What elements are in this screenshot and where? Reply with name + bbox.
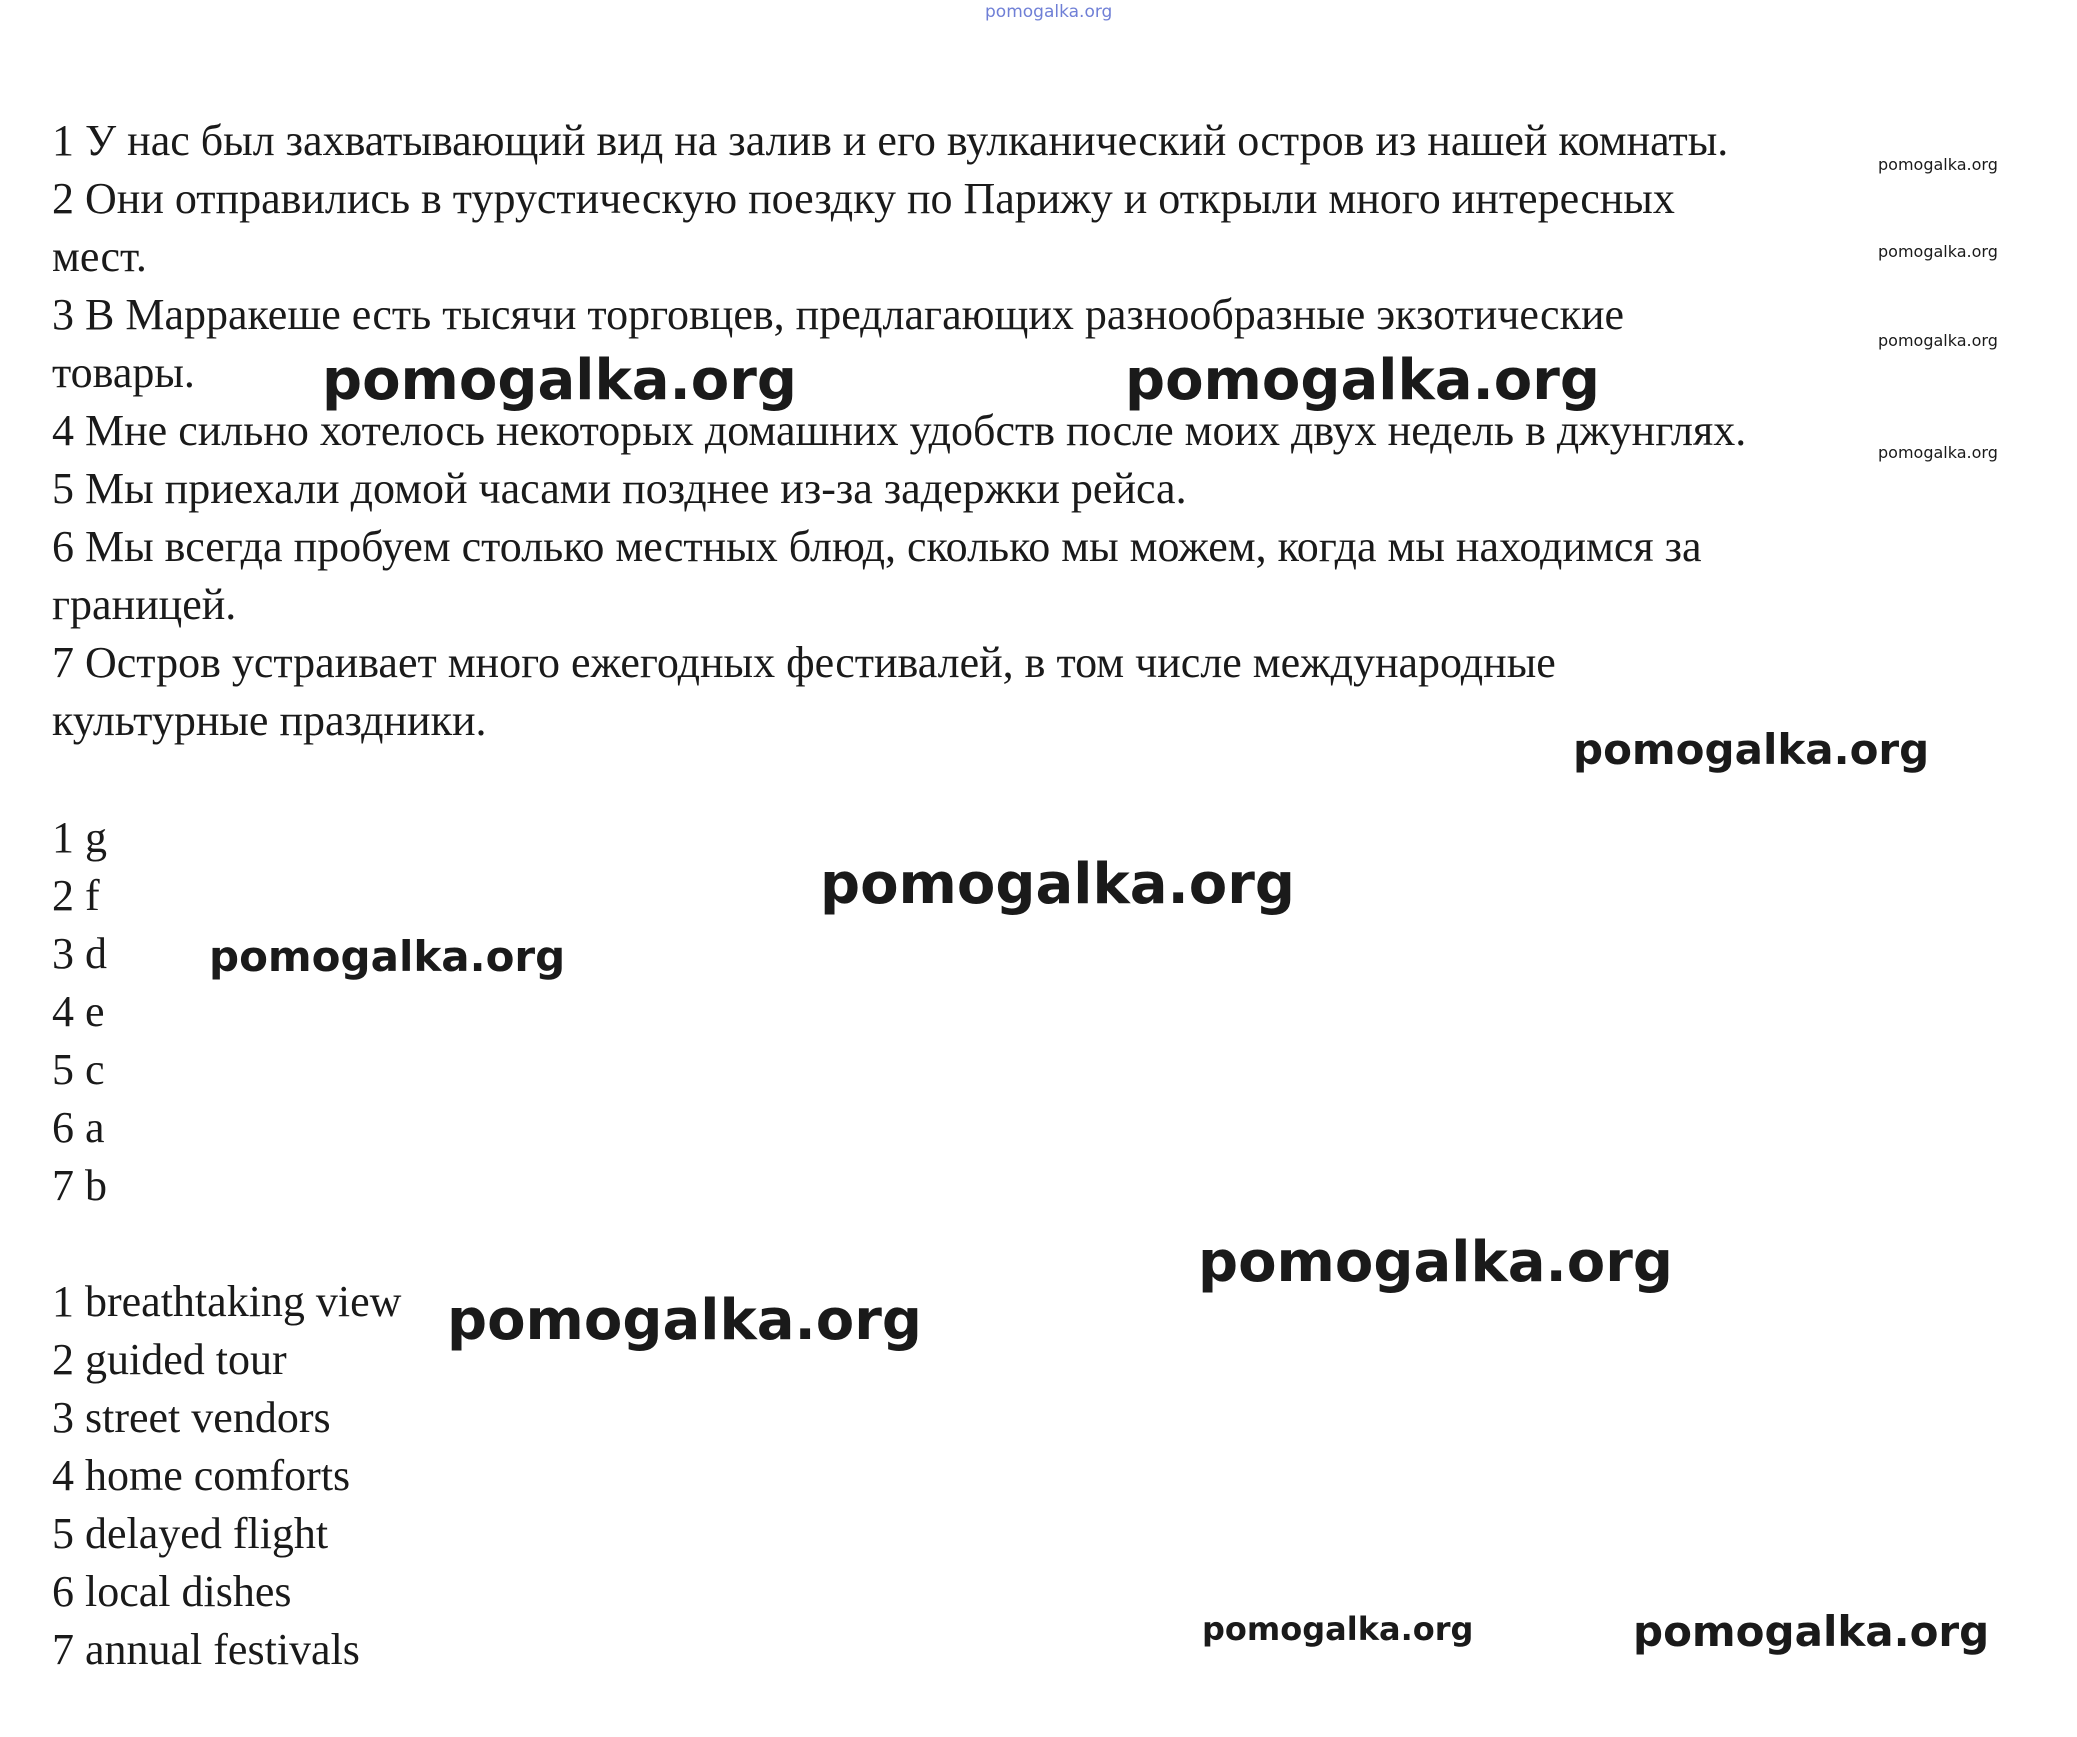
answer-item: 6 a [52, 1103, 105, 1152]
watermark: pomogalka.org [1633, 1607, 1990, 1656]
phrase-item: 3 street vendors [52, 1393, 331, 1442]
sentence-line: границей. [52, 580, 237, 629]
phrase-item: 7 annual festivals [52, 1625, 360, 1674]
watermark: pomogalka.org [1125, 348, 1600, 413]
phrase-item: 5 delayed flight [52, 1509, 329, 1558]
sentence-line: 1 У нас был захватывающий вид на залив и его вулканический остров из нашей комнаты. [52, 116, 1729, 165]
top-watermark: pomogalka.org [985, 2, 1113, 22]
phrase-item: 4 home comforts [52, 1451, 351, 1500]
answer-item: 7 b [52, 1161, 107, 1210]
sentence-line: товары. [52, 348, 195, 397]
watermark: pomogalka.org [820, 852, 1295, 917]
sentence-line: 4 Мне сильно хотелось некоторых домашних удобств после моих двух недель в джунглях. [52, 406, 1747, 455]
collocation-list [52, 1273, 401, 1679]
answer-item: 4 e [52, 987, 105, 1036]
watermark: pomogalka.org [1198, 1230, 1673, 1295]
watermark: pomogalka.org [322, 348, 797, 413]
sentence-line: мест. [52, 232, 147, 281]
watermark: pomogalka.org [1878, 242, 1998, 261]
watermark: pomogalka.org [447, 1288, 922, 1353]
answer-item: 2 f [52, 871, 100, 920]
answer-item: 3 d [52, 929, 107, 978]
watermark: pomogalka.org [1573, 725, 1930, 774]
phrase-item: 1 breathtaking view [52, 1277, 402, 1326]
watermark: pomogalka.org [209, 932, 566, 981]
sentence-line: 2 Они отправились в турустическую поездку по Парижу и открыли много интересных [52, 174, 1675, 223]
watermark: pomogalka.org [1202, 1610, 1474, 1648]
translation-sentences [52, 112, 2052, 750]
sentence-line: 7 Остров устраивает много ежегодных фестивалей, в том числе международные [52, 638, 1556, 687]
matching-answers [52, 809, 107, 1215]
answer-item: 5 c [52, 1045, 105, 1094]
phrase-item: 6 local dishes [52, 1567, 292, 1616]
sentence-line: 3 В Марракеше есть тысячи торговцев, предлагающих разнообразные экзотические [52, 290, 1625, 339]
phrase-item: 2 guided tour [52, 1335, 287, 1384]
sentence-line: 6 Мы всегда пробуем столько местных блюд, сколько мы можем, когда мы находимся за [52, 522, 1702, 571]
sentence-line: культурные праздники. [52, 696, 487, 745]
watermark: pomogalka.org [1878, 155, 1998, 174]
sentence-line: 5 Мы приехали домой часами позднее из-за задержки рейса. [52, 464, 1187, 513]
watermark: pomogalka.org [1878, 443, 1998, 462]
watermark: pomogalka.org [1878, 331, 1998, 350]
answer-item: 1 g [52, 813, 107, 862]
